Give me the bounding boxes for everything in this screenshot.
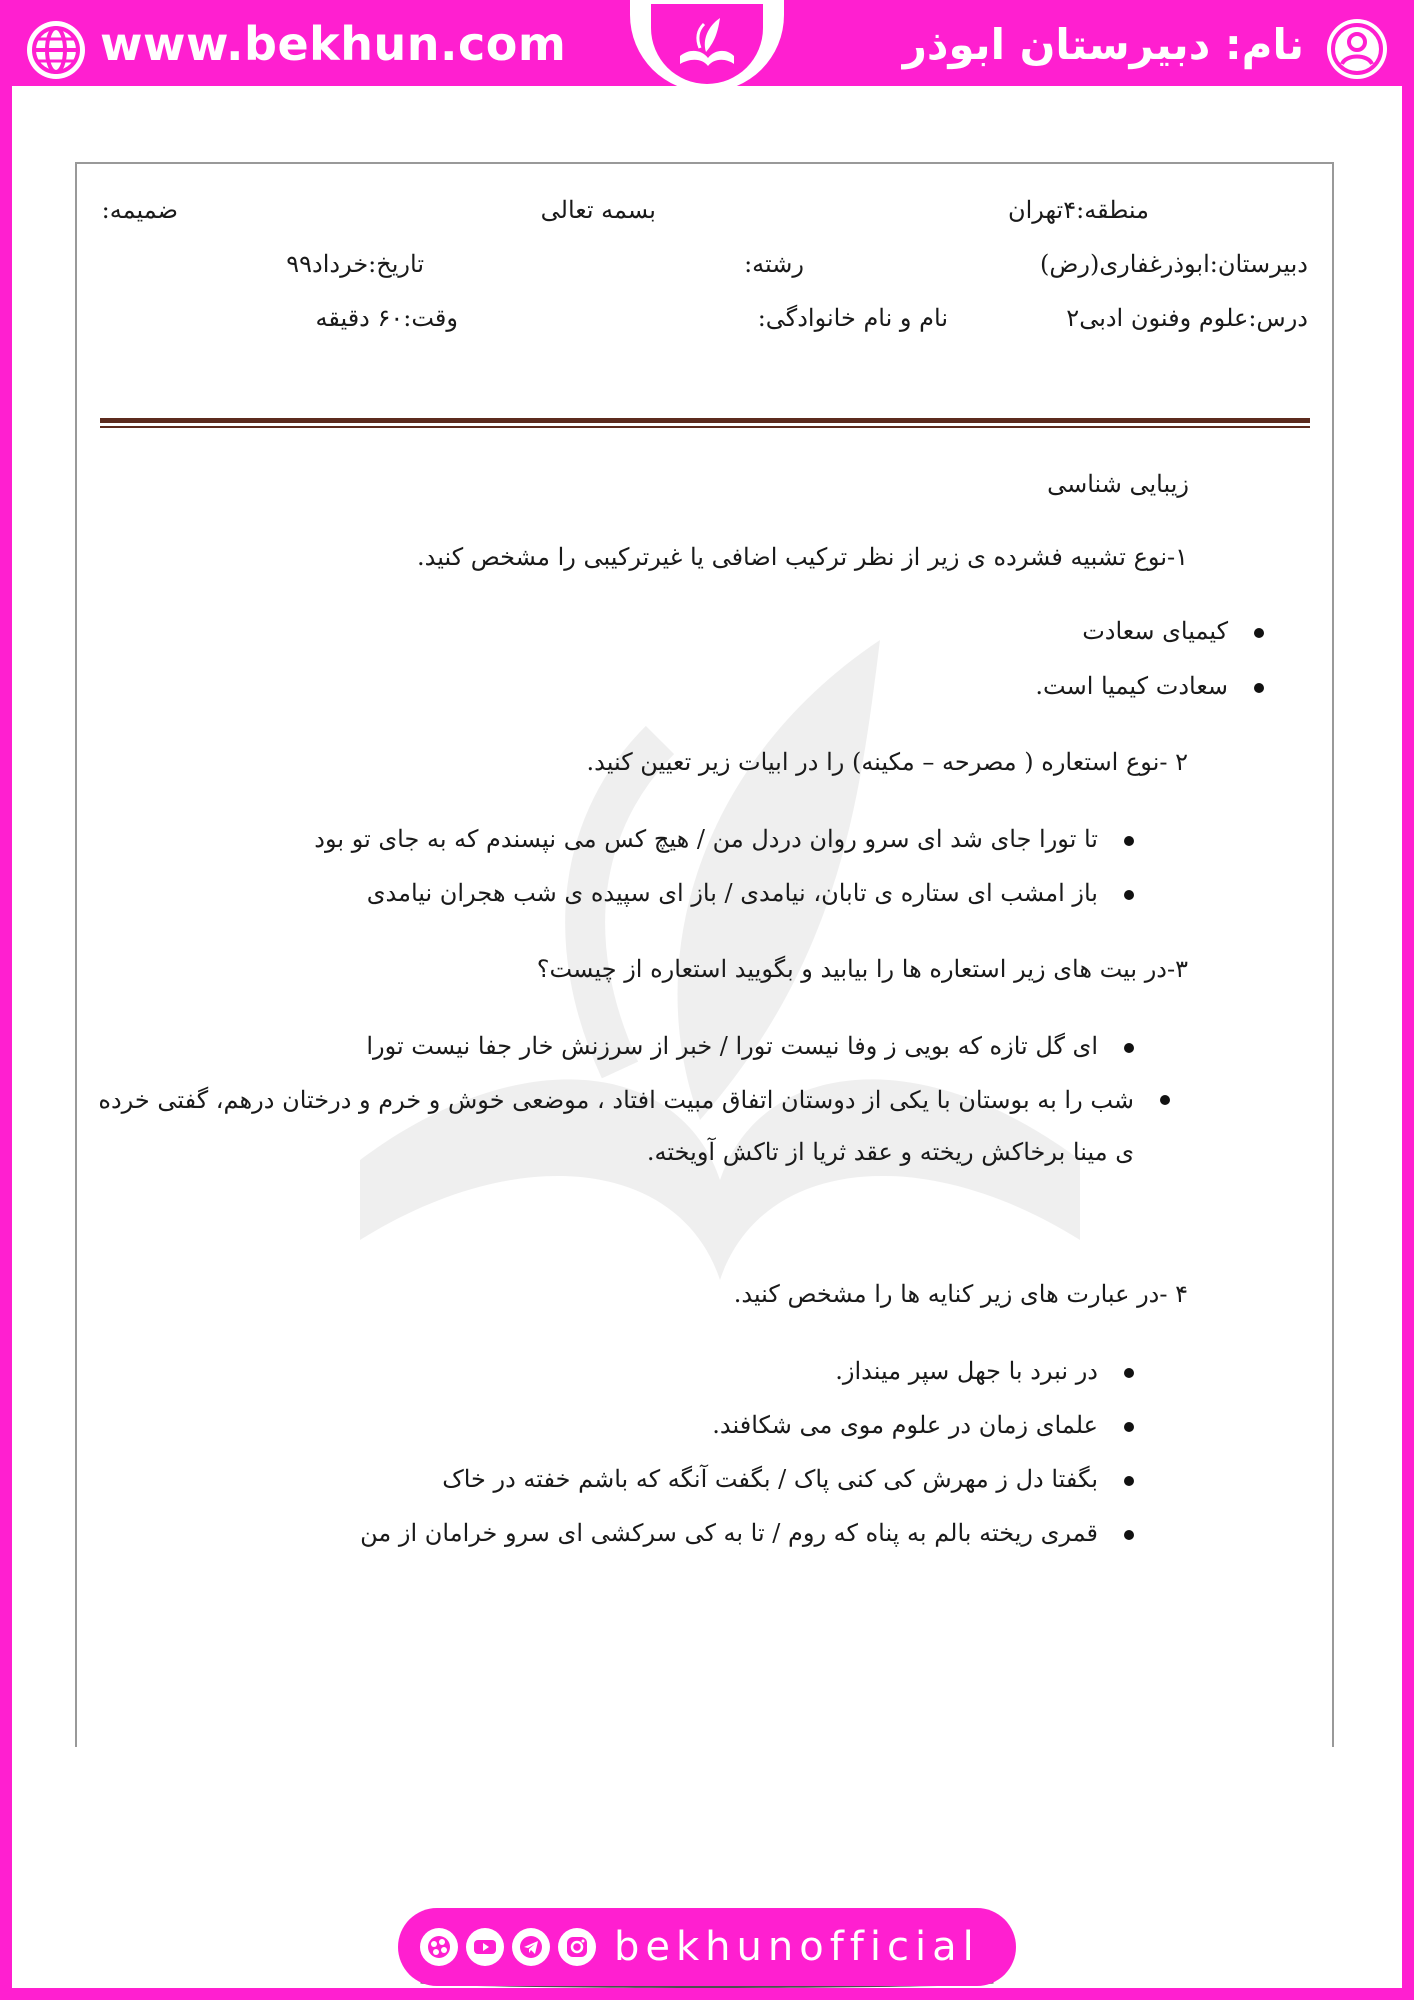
bullet-icon <box>1124 1530 1134 1540</box>
bullet-icon <box>1124 890 1134 900</box>
sheet-border-right <box>1332 162 1334 1747</box>
footer-social-bar <box>398 1908 1016 1986</box>
footer-handle[interactable]: bekhunofficial <box>614 1924 980 1970</box>
section-title: زیبایی شناسی <box>1047 470 1189 498</box>
bullet-icon <box>1124 1422 1134 1432</box>
aparat-icon[interactable] <box>420 1928 458 1966</box>
youtube-icon[interactable] <box>466 1928 504 1966</box>
region-label: منطقه:۴تهران <box>1007 196 1149 224</box>
instagram-icon[interactable] <box>558 1928 596 1966</box>
bullet-icon <box>1254 683 1264 693</box>
bullet-icon <box>1254 628 1264 638</box>
user-icon <box>1324 16 1390 82</box>
subject-label: درس:علوم وفنون ادبی۲ <box>1066 304 1308 332</box>
bullet-icon <box>1124 1476 1134 1486</box>
question-3: ۳-در بیت های زیر استعاره ها را بیابید و بگویید استعاره از چیست؟ <box>536 955 1188 983</box>
question-2: ۲ -نوع استعاره ( مصرحه – مکینه) را در ابیات زیر تعیین کنید. <box>586 748 1188 776</box>
bullet-icon <box>1124 836 1134 846</box>
list-item: قمری ریخته بالم به پناه که روم / تا به کی سرکشی ای سرو خرامان از من <box>360 1519 1134 1547</box>
list-item: علمای زمان در علوم موی می شکافند. <box>712 1411 1134 1439</box>
header-school-name: نام: دبیرستان ابوذر <box>902 20 1304 69</box>
school-label: دبیرستان:ابوذرغفاری(رض) <box>1040 250 1308 278</box>
header-divider-thin <box>100 426 1310 428</box>
bullet-icon <box>1160 1095 1170 1105</box>
question-4: ۴ -در عبارت های زیر کنایه ها را مشخص کنید. <box>733 1280 1188 1308</box>
question-1: ۱-نوع تشبیه فشرده ی زیر از نظر ترکیب اضافی یا غیرترکیبی را مشخص کنید. <box>417 543 1188 571</box>
bekhun-logo-icon <box>672 12 742 76</box>
list-item: بگفتا دل ز مهرش کی کنی پاک / بگفت آنگه که باشم خفته در خاک <box>442 1465 1134 1493</box>
list-item: سعادت کیمیا است. <box>1035 672 1264 700</box>
globe-icon <box>24 18 88 82</box>
field-label: رشته: <box>744 250 804 278</box>
bullet-icon <box>1124 1043 1134 1053</box>
time-label: وقت:۶۰ دقیقه <box>315 304 458 332</box>
frame-bottom-border <box>0 1988 1414 2000</box>
bismillah-label: بسمه تعالی <box>540 196 656 224</box>
list-item: کیمیای سعادت <box>1082 617 1264 645</box>
list-item: شب را به بوستان با یکی از دوستان اتفاق مبیت افتاد ، موضعی خوش و خرم و درختان درهم، گفتی خرده ی مینا برخاکش ریخته و عقد ثریا از تاکش آویخته. <box>84 1074 1134 1178</box>
site-url-link[interactable]: www.bekhun.com <box>100 17 567 71</box>
list-item: ای گل تازه که بویی ز وفا نیست تورا / خبر از سرزنش خار جفا نیست تورا <box>366 1032 1134 1060</box>
header-divider <box>100 418 1310 423</box>
sheet-border-left <box>75 162 77 1747</box>
bullet-icon <box>1124 1368 1134 1378</box>
student-name-label: نام و نام خانوادگی: <box>757 304 948 332</box>
list-item: در نبرد با جهل سپر مینداز. <box>835 1357 1134 1385</box>
attachment-label: ضمیمه: <box>101 196 178 224</box>
frame-left-border <box>0 0 12 2000</box>
date-label: تاریخ:خرداد۹۹ <box>286 250 424 278</box>
sheet-border-top <box>75 162 1334 164</box>
list-item: باز امشب ای ستاره ی تابان، نیامدی / باز ای سپیده ی شب هجران نیامدی <box>367 879 1134 907</box>
list-item: تا تورا جای شد ای سرو روان دردل من / هیچ کس می نپسندم که به جای تو بود <box>314 825 1134 853</box>
frame-right-border <box>1402 0 1414 2000</box>
telegram-icon[interactable] <box>512 1928 550 1966</box>
